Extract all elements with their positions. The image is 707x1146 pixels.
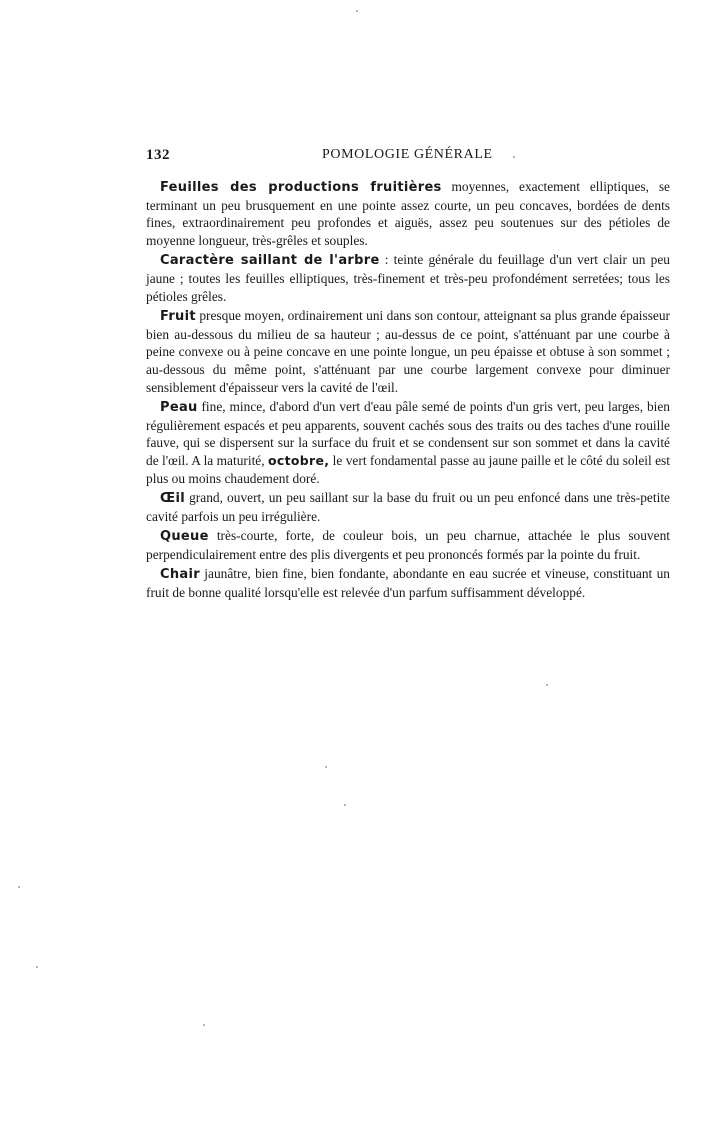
paragraph-text: jaunâtre, bien fine, bien fondante, abondante en eau sucrée et vineuse, constituant un fruit de bonne qualité lorsqu'elle est relevée d'un parfum suffisamment développé. bbox=[146, 566, 670, 601]
scan-speck bbox=[36, 966, 38, 968]
scan-speck bbox=[546, 684, 548, 686]
paragraph-chair bbox=[146, 565, 670, 601]
maturity-month: octobre, bbox=[267, 452, 330, 468]
paragraph-lead: Peau bbox=[160, 400, 198, 416]
running-title: POMOLOGIE GÉNÉRALE bbox=[322, 147, 493, 162]
paragraph-caractere bbox=[146, 251, 670, 305]
paragraph-text: presque moyen, ordinairement uni dans son contour, atteignant sa plus grande épaisseur bien au-dessous du milieu de sa hauteur ; au-dessus de ce point, s'atténuant par une courbe à peine convexe ou à peine concave en une pointe longue, un peu épaisse et obtuse à son sommet ; au-dessous du même point, s'atténuant par une courbe largement convexe pour diminuer sensiblement d'épaisseur vers la cavité de l'œil. bbox=[146, 308, 670, 395]
paragraph-lead: Queue bbox=[160, 529, 209, 545]
paragraph-lead: Caractère saillant de l'arbre bbox=[160, 253, 380, 269]
scan-speck bbox=[203, 1024, 205, 1026]
scan-speck bbox=[325, 766, 327, 768]
scan-speck bbox=[18, 886, 20, 888]
paragraph-lead: Œil bbox=[160, 491, 185, 507]
paragraph-text: le vert fondamental passe au jaune paille et le côté du soleil est plus ou moins chaudement doré. bbox=[146, 452, 670, 486]
page-number: 132 bbox=[146, 147, 170, 163]
scan-speck bbox=[356, 10, 358, 12]
paragraph-text: : teinte générale du feuillage d'un vert clair un peu jaune ; toutes les feuilles elliptiques, très-finement et très-peu profondément serretées; tous les pétioles grêles. bbox=[146, 252, 670, 304]
scan-speck bbox=[513, 156, 515, 158]
scan-speck bbox=[344, 804, 346, 806]
paragraph-fruit bbox=[146, 307, 670, 396]
paragraph-oeil bbox=[146, 489, 670, 525]
paragraph-queue bbox=[146, 527, 670, 563]
paragraph-text: fine, mince, d'abord d'un vert d'eau pâle semé de points d'un gris vert, peu larges, bien régulièrement espacés et peu apparents, souvent cachés sous des traits ou des taches d'une rouille fauve, qui se dispersent sur la surface du fruit et se condensent sur son sommet et dans la cavité de l'œil. A la maturité, bbox=[146, 399, 670, 468]
paragraph-lead: Fruit bbox=[160, 309, 196, 325]
paragraph-text: moyennes, exactement elliptiques, se terminant un peu brusquement en une pointe assez courte, un peu concaves, bordées de dents fines, extraordinairement peu profondes et aiguës, assez peu soutenues sur des pétioles de moyenne longueur, très-grêles et souples. bbox=[146, 179, 670, 248]
paragraph-lead: Feuilles des productions fruitières bbox=[160, 180, 442, 195]
paragraph-text: très-courte, forte, de couleur bois, un peu charnue, attachée le plus souvent perpendiculairement entre des plis divergents et peu prononcés formés par la pointe du fruit. bbox=[146, 528, 670, 562]
paragraph-lead: Chair bbox=[160, 567, 200, 583]
paragraph-feuilles bbox=[146, 178, 670, 249]
body-text bbox=[146, 178, 670, 604]
paragraph-text: grand, ouvert, un peu saillant sur la base du fruit ou un peu enfoncé dans une très-petite cavité parfois un peu irrégulière. bbox=[146, 490, 670, 524]
paragraph-peau bbox=[146, 398, 670, 487]
page-header bbox=[146, 147, 668, 167]
